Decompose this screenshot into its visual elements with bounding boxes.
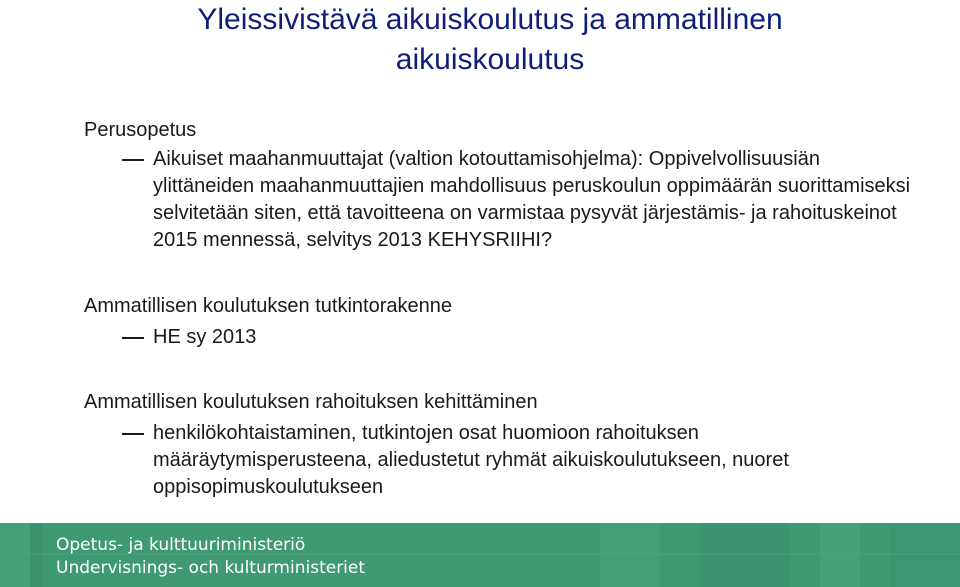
bullet-dash	[122, 337, 144, 339]
section-heading-perusopetus: Perusopetus	[84, 119, 197, 141]
section-item-maahanmuuttajat: Aikuiset maahanmuuttajat (valtion kotouttamisohjelma): Oppivelvollisuusiän ylittäneiden maahanmuuttajien mahdollisuus peruskoulun oppimäärän suorittamiseksi selvitetään siten, että tavoitteena on varmistaa pysyvät järjestämis- ja rahoituskeinot 2015 mennessä, selvitys 2013 KEHYSRIIHI?	[153, 148, 911, 251]
section-item-henkilokohtaistaminen: henkilökohtaistaminen, tutkintojen osat huomioon rahoituksen määräytymisperusteena, aliedustetut ryhmät aikuiskoulutukseen, nuoret oppisopimuskoulutukseen	[153, 422, 789, 498]
ministry-name-swedish: Undervisnings- och kulturministeriet	[56, 558, 366, 578]
footer-bar	[0, 523, 960, 587]
bullet-dash	[122, 433, 144, 435]
slide-title-line-2: aikuiskoulutus	[395, 43, 585, 76]
bullet-dash	[122, 159, 144, 161]
section-item-he: HE sy 2013	[153, 326, 257, 348]
slide-title-line-1: Yleissivistävä aikuiskoulutus ja ammatillinen	[197, 3, 783, 36]
section-heading-rahoitus: Ammatillisen koulutuksen rahoituksen kehittäminen	[84, 391, 538, 413]
ministry-name-finnish: Opetus- ja kulttuuriministeriö	[56, 535, 306, 555]
section-heading-tutkintorakenne: Ammatillisen koulutuksen tutkintorakenne	[84, 295, 452, 317]
